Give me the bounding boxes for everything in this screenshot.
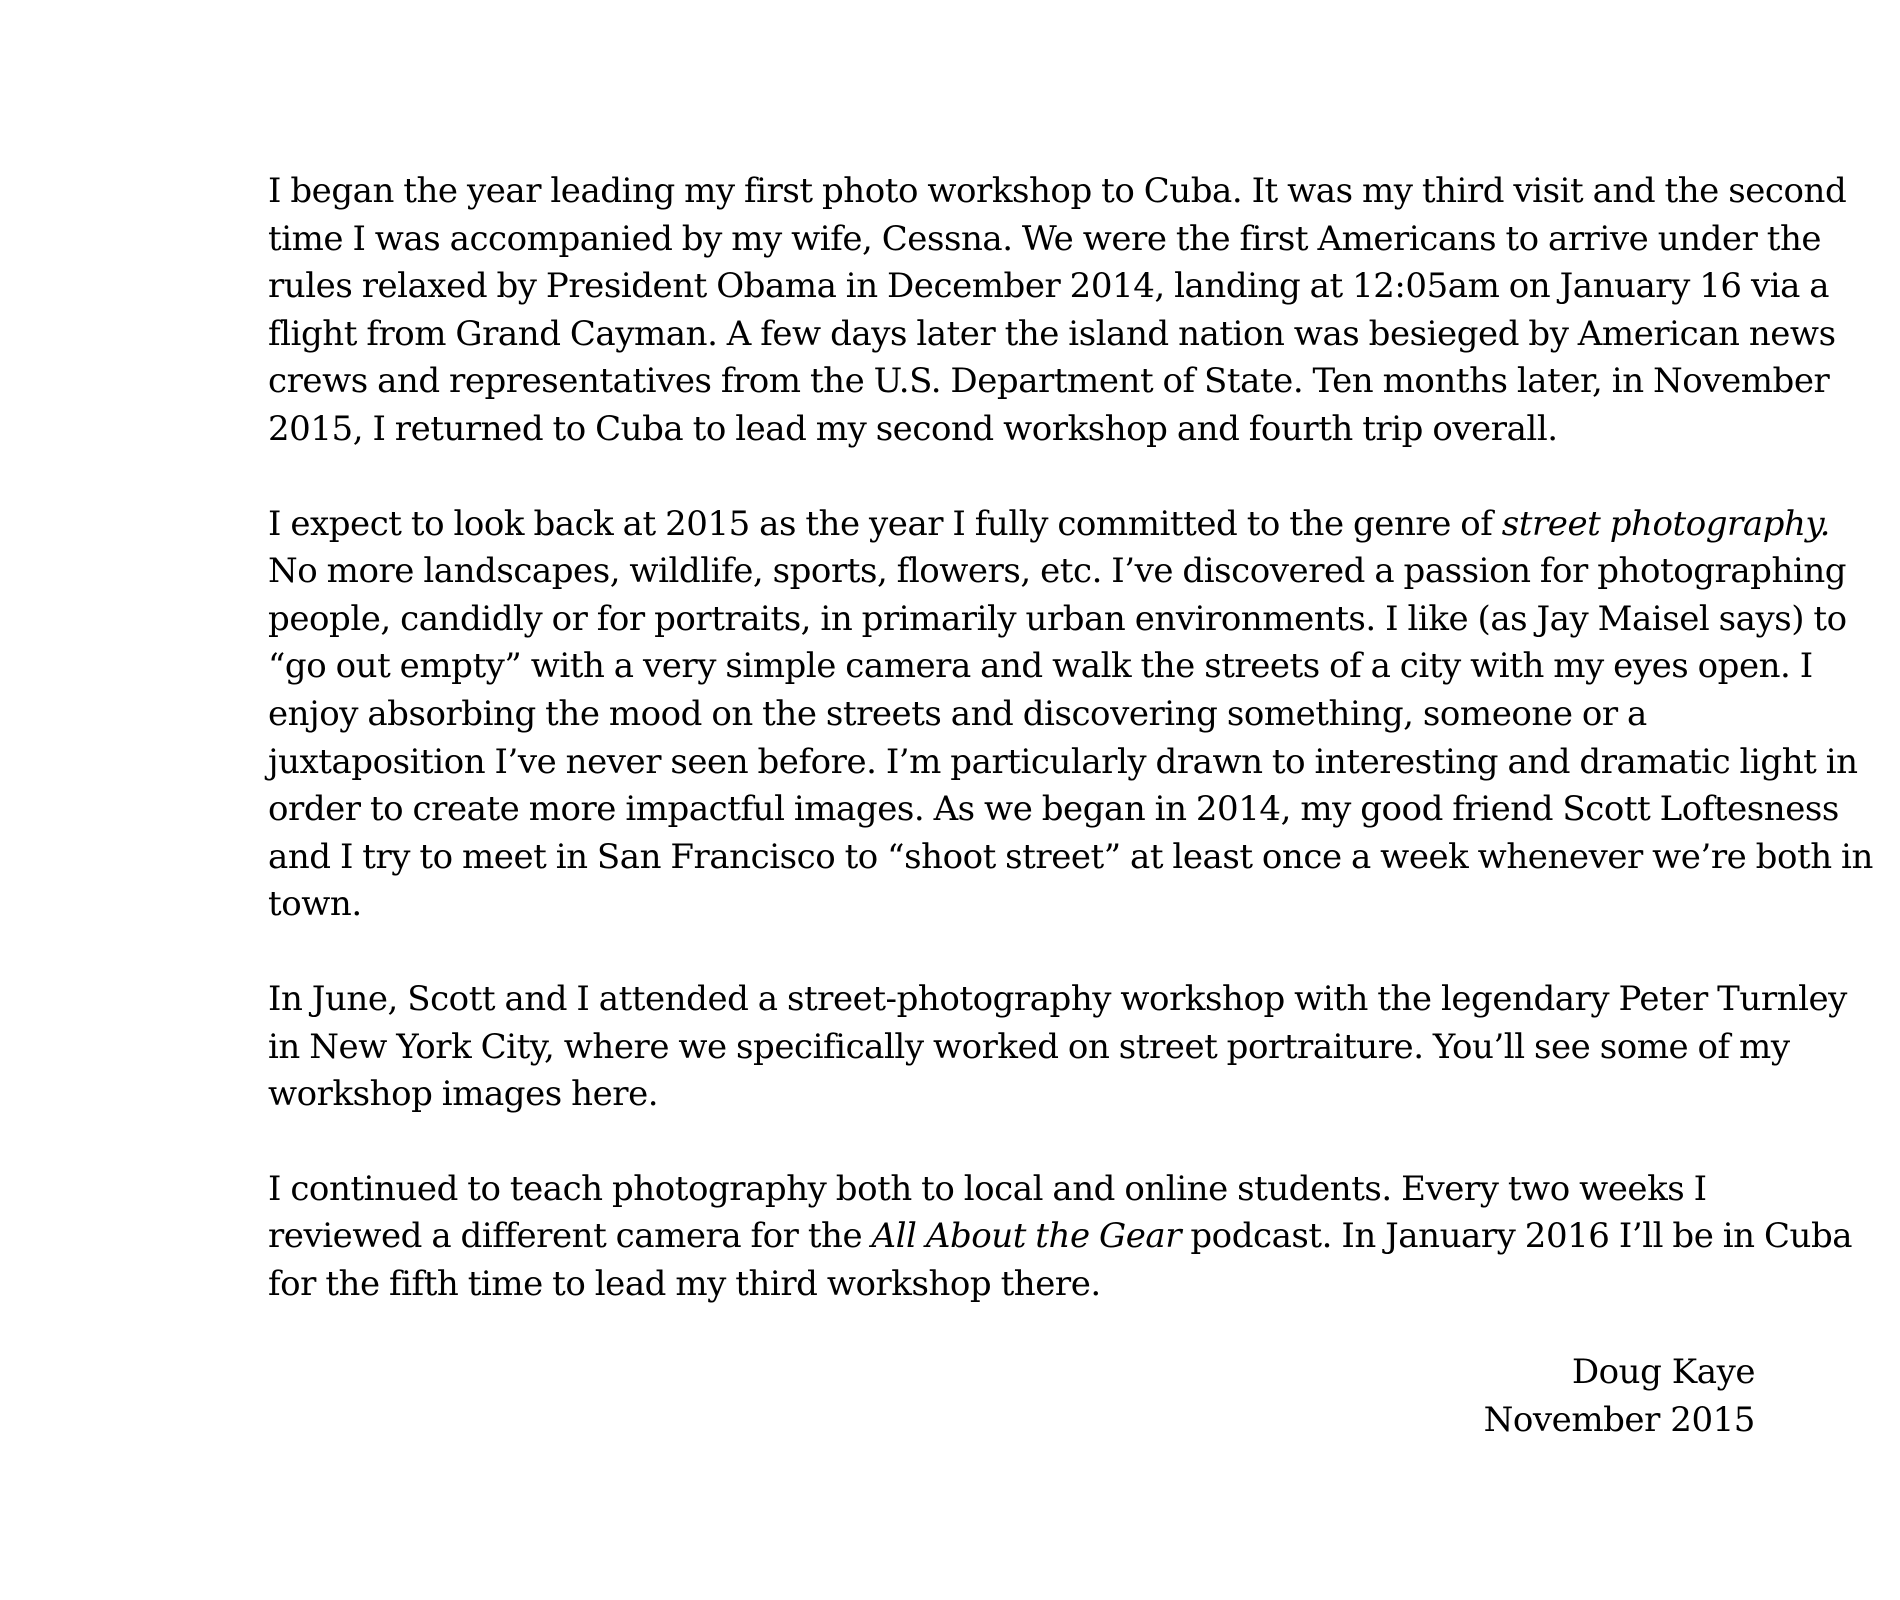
text-line: “go out empty” with a very simple camera and walk the streets of a city with my eyes open. I bbox=[268, 646, 1813, 687]
signature-date: November 2015 bbox=[1483, 1399, 1755, 1440]
text-line: for the fifth time to lead my third workshop there. bbox=[268, 1263, 1101, 1304]
text-line: No more landscapes, wildlife, sports, flowers, etc. I’ve discovered a passion for photographing bbox=[268, 551, 1847, 592]
text-line: crews and representatives from the U.S. Department of State. Ten months later, in November bbox=[268, 361, 1830, 402]
text-line: In June, Scott and I attended a street-photography workshop with the legendary Peter Turnley bbox=[268, 978, 1847, 1019]
text-line: juxtaposition I’ve never seen before. I’m particularly drawn to interesting and dramatic light in bbox=[268, 741, 1858, 782]
text-line: town. bbox=[268, 884, 362, 925]
podcast-title: All About the Gear bbox=[871, 1216, 1181, 1257]
paragraph-nyc-workshop bbox=[268, 976, 1847, 1119]
signature-block bbox=[1484, 1349, 1755, 1444]
text-line: rules relaxed by President Obama in December 2014, landing at 12:05am on January 16 via a bbox=[268, 266, 1830, 307]
text-run: I expect to look back at 2015 as the year I fully committed to the genre of bbox=[268, 503, 1502, 544]
text-line: and I try to meet in San Francisco to “shoot street” at least once a week whenever we’re both in bbox=[268, 836, 1873, 877]
text-line: flight from Grand Cayman. A few days later the island nation was besieged by American news bbox=[268, 313, 1836, 354]
paragraph-teaching bbox=[268, 1166, 1853, 1309]
text-line: I began the year leading my first photo workshop to Cuba. It was my third visit and the second bbox=[268, 171, 1847, 211]
text-line: time I was accompanied by my wife, Cessna. We were the first Americans to arrive under the bbox=[268, 218, 1822, 259]
text-line: enjoy absorbing the mood on the streets and discovering something, someone or a bbox=[268, 693, 1647, 734]
text-run: reviewed a different camera for the bbox=[268, 1216, 872, 1257]
paragraph-cuba-workshop bbox=[268, 168, 1847, 454]
text-run: podcast. In January 2016 I’ll be in Cuba bbox=[1181, 1216, 1853, 1257]
text-line: people, candidly or for portraits, in primarily urban environments. I like (as Jay Maisel says) to bbox=[268, 598, 1847, 639]
paragraph-street-photography bbox=[268, 501, 1873, 929]
text-line: in New York City, where we specifically worked on street portraiture. You’ll see some of my bbox=[268, 1026, 1790, 1067]
text-line: I continued to teach photography both to local and online students. Every two weeks I bbox=[268, 1168, 1707, 1209]
text-line bbox=[268, 501, 1831, 549]
italic-term: street photography. bbox=[1501, 503, 1831, 544]
text-line: workshop images here. bbox=[268, 1074, 659, 1115]
text-line: order to create more impactful images. As we began in 2014, my good friend Scott Loftesness bbox=[268, 789, 1839, 830]
letter-body bbox=[268, 168, 1873, 1355]
text-line: 2015, I returned to Cuba to lead my second workshop and fourth trip overall. bbox=[268, 408, 1558, 449]
text-line bbox=[268, 1213, 1853, 1261]
author-name: Doug Kaye bbox=[1571, 1352, 1755, 1392]
